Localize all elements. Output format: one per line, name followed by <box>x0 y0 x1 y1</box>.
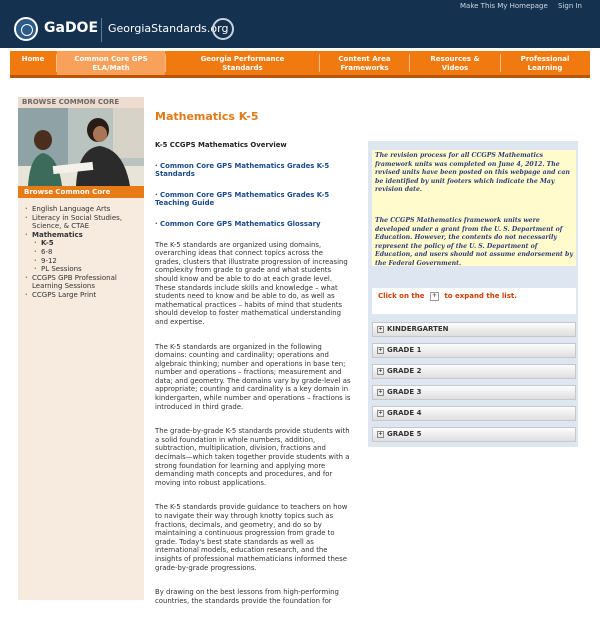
sign-in-link[interactable]: Sign In <box>558 2 582 10</box>
nav-sublabel: Learning <box>527 64 563 72</box>
sidebar-item-english-language-arts[interactable]: · English Language Arts <box>25 205 143 214</box>
glossary-link-label: Common Core GPS Mathematics Glossary <box>160 219 321 228</box>
site-name[interactable]: GeorgiaStandards.org <box>108 22 229 35</box>
gadoe-logo[interactable]: GaDOE <box>44 20 99 36</box>
sidebar-title: BROWSE COMMON CORE <box>18 97 144 108</box>
accordion-grade-5[interactable] <box>372 427 576 442</box>
nav-content-area-frameworks[interactable] <box>320 51 409 75</box>
teacher-student-photo <box>18 108 144 186</box>
nav-home[interactable] <box>10 51 56 75</box>
sidebar-item-9-12[interactable]: · 9-12 <box>25 257 143 266</box>
nav-common-core-gps[interactable] <box>57 51 165 75</box>
paragraph: The K-5 standards are organized in the following domains: counting and cardinality; operations and algebraic thinking; number and operations in base ten; number and operations – fractions; measurement and data; and geometry. The domains vary by grade-level as appropriate; counting and cardinality is a key domain in kindergarten, while number and operations – fractions is introduced in third grade. <box>155 342 351 411</box>
accordion-label: GRADE 4 <box>387 409 422 417</box>
nav-professional-learning[interactable] <box>501 51 589 75</box>
nav-sublabel: Standards <box>222 64 263 72</box>
nav-label: Resources & <box>430 55 480 63</box>
accordion-label: GRADE 3 <box>387 388 422 396</box>
accordion-label: KINDERGARTEN <box>387 325 449 333</box>
sidebar-item-6-8[interactable]: · 6-8 <box>25 248 143 257</box>
paragraph: The K-5 standards are organized using domains, overarching ideas that connect topics across the grades, clusters that illustrate progression of increasing complexity from grade to grade and what students should know and be able to do at each grade level. These standards include skills and knowledge – what students need to know and be able to do, as well as mathematical practices – habits of mind that students should develop to foster mathematical understanding and expertise. <box>155 240 348 326</box>
nav-sublabel: Videos <box>441 64 469 72</box>
standards-link[interactable]: · Common Core GPS Mathematics Grades K-5 Standards <box>155 161 330 179</box>
paragraph: The grade-by-grade K-5 standards provide students with a solid foundation in whole numbers, addition, subtraction, multiplication, division, fractions and decimals—which taken together provide students with a strong foundation for learning and applying more demanding math concepts and procedures, and for moving into robust applications. <box>155 427 350 487</box>
logo-divider <box>101 18 102 42</box>
nav-label: Professional <box>520 55 570 63</box>
instructions-before: Click on the <box>378 292 425 300</box>
utility-links <box>452 2 582 10</box>
sidebar-item-pl-sessions[interactable]: · PL Sessions <box>25 265 143 274</box>
accordion-label: GRADE 5 <box>387 430 422 438</box>
nav-label: Content Area <box>338 55 391 63</box>
expand-instructions <box>372 288 576 314</box>
accordion-label: GRADE 2 <box>387 367 422 375</box>
make-homepage-link[interactable]: Make This My Homepage <box>460 2 548 10</box>
teaching-guide-link[interactable]: · Common Core GPS Mathematics Grades K-5 Teaching Guide <box>155 190 330 208</box>
expand-plus-icon: + <box>378 409 383 416</box>
expand-plus-icon: + <box>378 388 383 395</box>
nav-resources-videos[interactable] <box>410 51 500 75</box>
instructions-after: to expand the list. <box>444 292 517 300</box>
accordion-grade-2[interactable] <box>372 364 576 379</box>
expand-plus-icon: + <box>431 291 437 299</box>
nav-sublabel: Frameworks <box>340 64 389 72</box>
grant-disclaimer-text: The CCGPS Mathematics framework units were developed under a grant from the U. S. Department of Education. However, the contents do not necessarily represent the policy of the U. S. Department of Education, and users should not assume endorsement by the Federal Government. <box>375 216 573 267</box>
revision-notice-text: The revision process for all CCGPS Mathematics framework units was completed on June 4, 2012. The revised units have been posted on this webpage and can be identified by unit footers which indicate the May revision date. <box>375 152 570 194</box>
accordion-label: GRADE 1 <box>387 346 422 354</box>
sidebar-item-k-5[interactable]: · K-5 <box>25 239 143 248</box>
nav-label: Home <box>21 55 45 63</box>
sidebar-nav-list <box>25 205 143 300</box>
expand-plus-icon: + <box>378 367 383 374</box>
sidebar-item-literacy[interactable]: · Literacy in Social Studies, Science, & CTAE <box>25 214 143 231</box>
nav-sublabel: ELA/Math <box>92 64 130 72</box>
browse-common-core-header[interactable]: Browse Common Core <box>18 186 144 198</box>
teaching-guide-link-label: Common Core GPS Mathematics Grades K-5 Teaching Guide <box>155 190 330 208</box>
accordion-grade-1[interactable] <box>372 343 576 358</box>
page-title: Mathematics K-5 <box>155 110 259 123</box>
accordion-grade-4[interactable] <box>372 406 576 421</box>
main-nav <box>10 51 590 78</box>
sidebar-item-mathematics[interactable]: · Mathematics <box>25 231 143 240</box>
glossary-link[interactable]: · Common Core GPS Mathematics Glossary <box>155 219 321 228</box>
paragraph: The K-5 standards provide guidance to teachers on how to navigate their way through knotty topics such as fractions, decimals, and geometry, and do so by maintaining a continuous progression from grade to grade. Today's best state standards as well as international models, education research, and the insights of professional mathematicians informed these grade-by-grade progressions. <box>155 503 348 572</box>
nav-georgia-performance-standards[interactable] <box>166 51 319 75</box>
standards-link-label: Common Core GPS Mathematics Grades K-5 Standards <box>155 161 330 179</box>
accordion-kindergarten[interactable] <box>372 322 576 337</box>
sidebar-item-gpb-professional-learning[interactable]: · CCGPS GPB Professional Learning Sessions <box>25 274 143 291</box>
expand-plus-icon: + <box>378 430 383 437</box>
accordion-grade-3[interactable] <box>372 385 576 400</box>
nav-label: Georgia Performance <box>200 55 285 63</box>
expand-plus-icon: + <box>378 325 383 332</box>
sidebar-item-large-print[interactable]: · CCGPS Large Print <box>25 291 143 300</box>
expand-plus-icon: + <box>378 346 383 353</box>
revision-notice <box>372 150 576 266</box>
paragraph: By drawing on the best lessons from high-performing countries, the standards provide the foundation for <box>155 588 339 605</box>
georgia-seal-icon[interactable] <box>14 17 38 41</box>
main-content <box>155 141 351 621</box>
nav-label: Common Core GPS <box>74 55 148 63</box>
top-header <box>0 0 600 48</box>
overview-heading: K-5 CCGPS Mathematics Overview <box>155 141 287 149</box>
georgia-standards-logo-icon <box>212 18 234 40</box>
